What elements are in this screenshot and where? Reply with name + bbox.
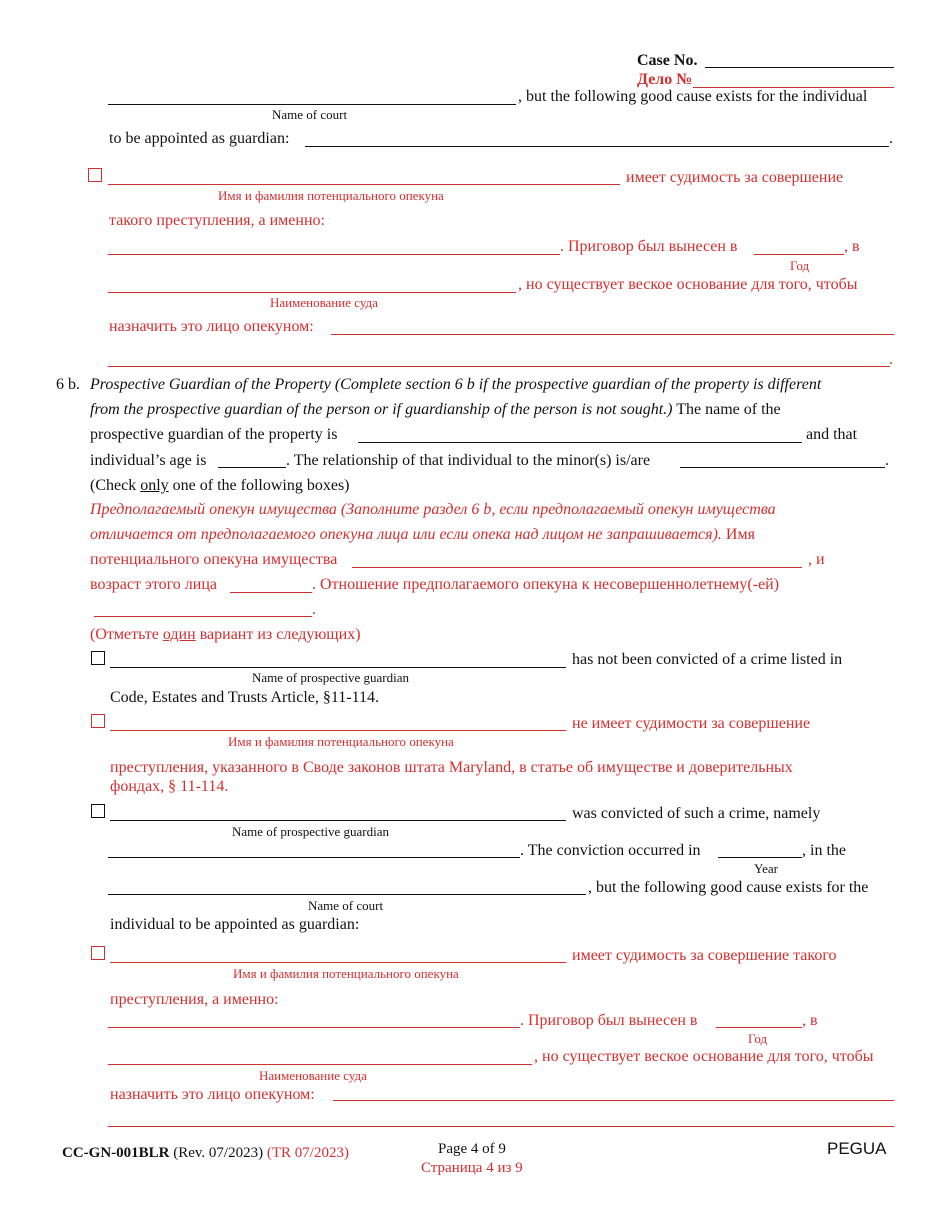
section-title-line1: Prospective Guardian of the Property (Complete section 6 b if the prospective guardian of the property is different (90, 376, 822, 393)
relationship-text: . The relationship of that individual to the minor(s) is/are (286, 452, 651, 469)
such-crime-text-ru: такого преступления, а именно: (109, 212, 325, 229)
crime-field-ru-top[interactable] (108, 254, 560, 255)
option1-guardian-name-field-ru[interactable] (110, 730, 566, 731)
good-cause-text: , but the following good cause exists for the individual (518, 88, 868, 105)
property-guardian-text: prospective guardian of the property is (90, 426, 338, 443)
option1-cont-ru-2: фондах, § 11-114. (110, 778, 229, 795)
option2-year-caption-ru: Год (748, 1031, 768, 1046)
period: . (885, 452, 889, 469)
section-title-italic-2: from the prospective guardian of the person or if guardianship of the person is not sought.) (90, 401, 673, 418)
form-code-line (62, 1145, 349, 1162)
comma-v-text: , в (844, 238, 860, 255)
appoint-field-ru-1[interactable] (331, 334, 894, 335)
appoint-text-ru: назначить это лицо опекуном: (109, 318, 314, 335)
option1-name-caption-ru: Имя и фамилия потенциального опекуна (228, 734, 454, 749)
option2-court-caption: Name of court (308, 898, 384, 913)
option2-appoint-field-ru-1[interactable] (333, 1100, 894, 1101)
option2-good-cause-text: , but the following good cause exists for the (588, 879, 869, 896)
check-instruction (90, 477, 350, 495)
option2-crime-field[interactable] (108, 857, 520, 858)
form-rev: (Rev. 07/2023) (173, 1145, 264, 1161)
form-tr: (TR 07/2023) (266, 1145, 349, 1161)
option1-guardian-name-field[interactable] (110, 667, 566, 668)
case-no-field[interactable] (705, 67, 894, 68)
ru-title-line2 (90, 526, 755, 544)
page-number: Page 4 of 9 (438, 1141, 506, 1157)
has-conviction-text-ru: имеет судимость за совершение (626, 169, 844, 186)
check-open: (Check (90, 477, 137, 494)
option2-appoint-field-ru-2[interactable] (108, 1126, 894, 1127)
year-caption-ru: Год (790, 258, 810, 273)
court-caption-ru: Наименование суда (270, 295, 378, 310)
ru-property-guardian-name-field[interactable] (352, 567, 802, 568)
property-guardian-name-field[interactable] (358, 442, 802, 443)
form-tag: PEGUA (827, 1139, 887, 1158)
option2-appoint-text-ru: назначить это лицо опекуном: (110, 1086, 315, 1103)
option1-cont-ru-1: преступления, указанного в Своде законов штата Maryland, в статье об имуществе и доверительных (110, 759, 793, 776)
name-of-court-caption: Name of court (272, 107, 348, 122)
section-title-line2 (90, 401, 781, 419)
good-cause-field[interactable] (305, 146, 889, 147)
ru-age-field[interactable] (230, 592, 312, 593)
option2-year-caption: Year (754, 861, 778, 876)
was-convicted-checkbox-ru[interactable] (91, 946, 105, 960)
option2-name-caption: Name of prospective guardian (232, 824, 390, 839)
name-caption-ru: Имя и фамилия потенциального опекуна (218, 188, 444, 203)
option1-name-caption: Name of prospective guardian (252, 670, 410, 685)
and-that-text: and that (806, 426, 858, 443)
not-convicted-checkbox[interactable] (91, 651, 105, 665)
check-only: only (140, 477, 169, 494)
page-number-ru: Страница 4 из 9 (421, 1160, 523, 1176)
not-convicted-text: has not been convicted of a crime listed in (572, 651, 843, 668)
ru-check-rest: вариант из следующих) (199, 626, 361, 643)
option2-court-field[interactable] (108, 894, 586, 895)
ru-check-instruction (90, 626, 361, 644)
option2-year-field-ru[interactable] (716, 1027, 802, 1028)
option2-guardian-name-field-ru[interactable] (110, 962, 566, 963)
form-code: CC-GN-001BLR (62, 1145, 170, 1161)
ru-title-line1: Предполагаемый опекун имущества (Заполните раздел 6 b, если предполагаемый опекун имущества (90, 501, 776, 518)
court-field-ru-top[interactable] (108, 292, 516, 293)
relationship-field[interactable] (680, 467, 885, 468)
ru-property-guardian-text: потенциального опекуна имущества (90, 551, 338, 568)
option2-comma-v-text: , в (802, 1012, 818, 1029)
ru-check-one: один (162, 626, 196, 643)
option2-name-caption-ru: Имя и фамилия потенциального опекуна (233, 966, 459, 981)
name-of-court-field[interactable] (108, 104, 516, 105)
ru-title-italic-2: отличается от предполагаемого опекуна лица или если опека над лицом не запрашивается). (90, 526, 722, 543)
option2-individual-text: individual to be appointed as guardian: (110, 916, 360, 933)
ru-relationship-field[interactable] (94, 616, 312, 617)
case-no-label-ru: Дело № (637, 71, 693, 88)
not-convicted-checkbox-ru[interactable] (91, 714, 105, 728)
case-no-label: Case No. (637, 52, 698, 69)
ru-check-open: (Отметьте (90, 626, 159, 643)
conviction-checkbox-ru-top[interactable] (88, 168, 102, 182)
option1-cont-text: Code, Estates and Trusts Article, §11-114. (110, 689, 380, 706)
option2-guardian-name-field[interactable] (110, 820, 566, 821)
not-convicted-text-ru: не имеет судимости за совершение (572, 715, 811, 732)
ru-and-text: , и (808, 551, 825, 568)
option2-good-cause-text-ru: , но существует веское основание для того, чтобы (534, 1048, 874, 1065)
in-the-text: , in the (802, 842, 846, 859)
period: . (889, 351, 893, 368)
ru-name-word: Имя (725, 526, 755, 543)
name-sentence-start: The name of the (676, 401, 781, 418)
option2-court-caption-ru: Наименование суда (259, 1068, 367, 1083)
verdict-text-ru: . Приговор был вынесен в (560, 238, 738, 255)
option2-crime-field-ru[interactable] (108, 1027, 520, 1028)
year-field-ru-top[interactable] (754, 254, 844, 255)
option2-crime-text-ru: преступления, а именно: (110, 991, 279, 1008)
appoint-field-ru-2[interactable] (108, 366, 890, 367)
good-cause-text-ru: , но существует веское основание для того, чтобы (518, 276, 858, 293)
section-number: 6 b. (56, 376, 80, 393)
ru-relationship-text: . Отношение предполагаемого опекуна к несовершеннолетнему(-ей) (312, 576, 780, 593)
age-text: individual’s age is (90, 452, 207, 469)
to-be-appointed-text: to be appointed as guardian: (109, 130, 290, 147)
guardian-name-field-ru-top[interactable] (108, 184, 620, 185)
period: . (889, 130, 893, 147)
check-rest: one of the following boxes) (172, 477, 350, 494)
option2-year-field[interactable] (718, 857, 802, 858)
was-convicted-text: was convicted of such a crime, namely (572, 805, 821, 822)
age-field[interactable] (218, 467, 286, 468)
ru-age-text: возраст этого лица (90, 576, 217, 593)
option2-verdict-text-ru: . Приговор был вынесен в (520, 1012, 698, 1029)
option2-court-field-ru[interactable] (108, 1064, 532, 1065)
conviction-occurred-text: . The conviction occurred in (520, 842, 701, 859)
was-convicted-checkbox[interactable] (91, 804, 105, 818)
was-convicted-text-ru: имеет судимость за совершение такого (572, 947, 837, 964)
period: . (312, 601, 316, 618)
